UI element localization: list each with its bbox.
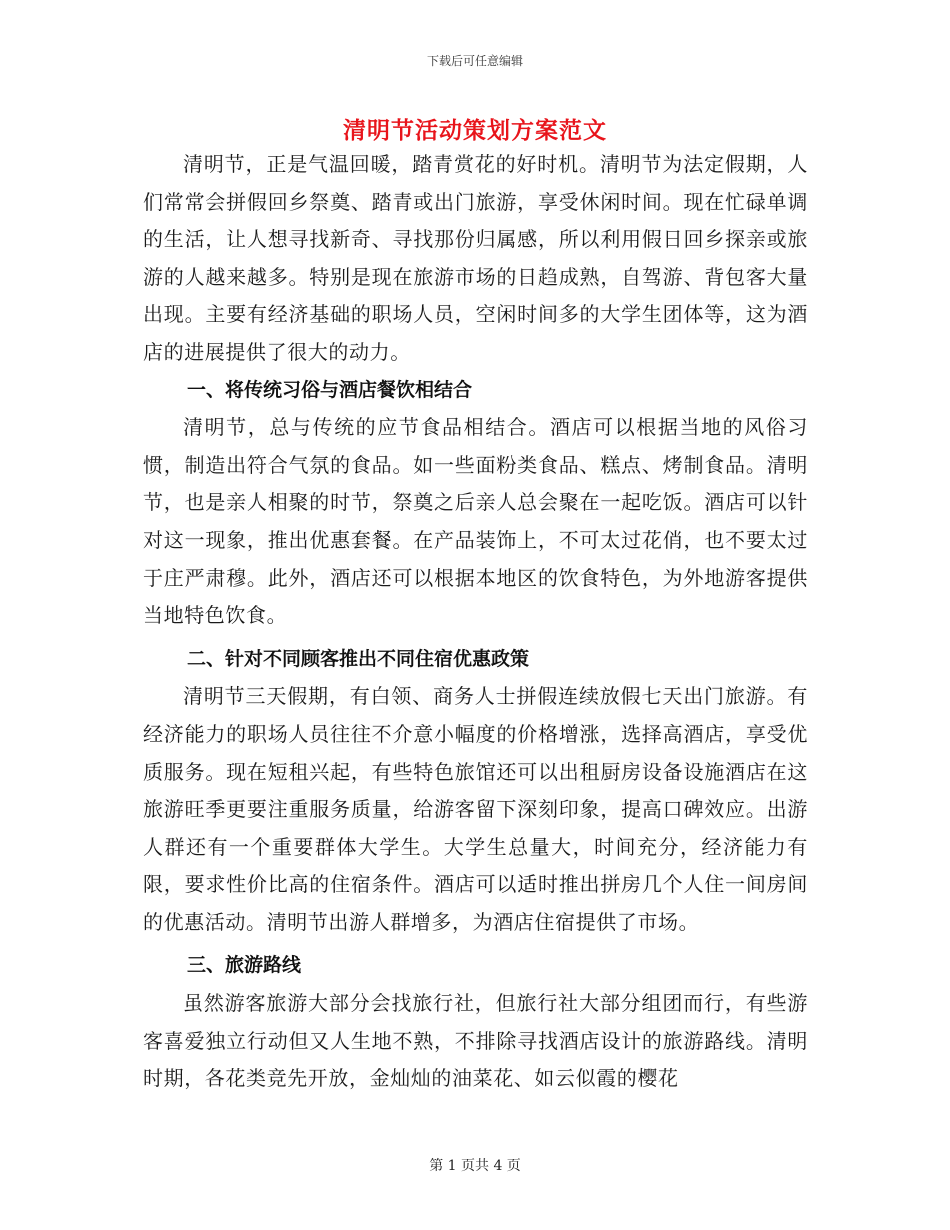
page-footer: 第 1 页共 4 页 bbox=[429, 1158, 521, 1174]
section-1-heading: 一、将传统习俗与酒店餐饮相结合 bbox=[187, 378, 473, 401]
section-3-paragraph: 虽然游客旅游大部分会找旅行社，但旅行社大部分组团而行，有些游客喜爱独立行动但又人生地不熟，不排除寻找酒店设计的旅游路线。清明时期，各花类竞先开放，金灿灿的油菜花、如云似霞的樱花 bbox=[143, 991, 808, 1091]
document-title: 清明节活动策划方案范文 bbox=[343, 117, 607, 144]
section-2-paragraph: 清明节三天假期，有白领、商务人士拼假连续放假七天出门旅游。有经济能力的职场人员往往不介意小幅度的价格增涨，选择高酒店，享受优质服务。现在短租兴起，有些特色旅馆还可以出租厨房设备设施酒店在这旅游旺季更要注重服务质量，给游客留下深刻印象，提高口碑效应。出游人群还有一个重要群体大学生。大学生总量大，时间充分，经济能力有限，要求性价比高的住宿条件。酒店可以适时推出拼房几个人住一间房间的优惠活动。清明节出游人群增多，为酒店住宿提供了市场。 bbox=[143, 684, 808, 934]
section-1-paragraph: 清明节，总与传统的应节食品相结合。酒店可以根据当地的风俗习惯，制造出符合气氛的食品。如一些面粉类食品、糕点、烤制食品。清明节，也是亲人相聚的时节，祭奠之后亲人总会聚在一起吃饭。酒店可以针对这一现象，推出优惠套餐。在产品装饰上，不可太过花俏，也不要太过于庄严肃穆。此外，酒店还可以根据本地区的饮食特色，为外地游客提供当地特色饮食。 bbox=[143, 415, 808, 628]
document-body bbox=[143, 146, 808, 1098]
header-note: 下载后可任意编辑 bbox=[426, 54, 523, 68]
intro-paragraph: 清明节，正是气温回暖，踏青赏花的好时机。清明节为法定假期，人们常常会拼假回乡祭奠、踏青或出门旅游，享受休闲时间。现在忙碌单调的生活，让人想寻找新奇、寻找那份归属感，所以利用假日回乡探亲或旅游的人越来越多。特别是现在旅游市场的日趋成熟，自驾游、背包客大量出现。主要有经济基础的职场人员，空闲时间多的大学生团体等，这为酒店的进展提供了很大的动力。 bbox=[143, 152, 808, 364]
section-3-heading: 三、旅游路线 bbox=[187, 954, 302, 977]
section-2-heading: 二、针对不同顾客推出不同住宿优惠政策 bbox=[187, 647, 530, 670]
